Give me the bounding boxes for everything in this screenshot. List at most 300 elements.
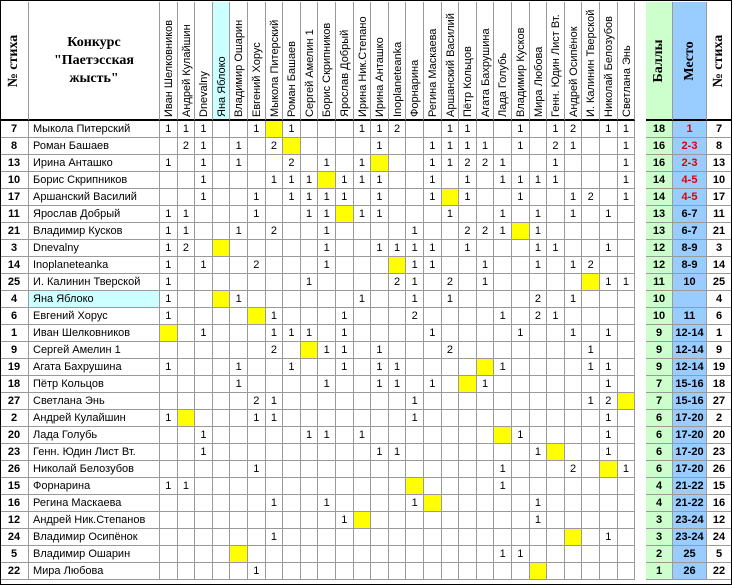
vote-cell [600,291,618,308]
vote-cell: 1 [530,512,548,529]
vote-cell [195,206,213,223]
vote-cell [512,410,530,427]
poem-number: 14 [0,257,29,274]
vote-cell [494,495,512,512]
vote-cell [230,257,248,274]
vote-cell [424,427,442,444]
vote-cell [195,410,213,427]
poem-number-right: 16 [707,495,732,512]
vote-cell [565,342,583,359]
self-vote-cell [354,512,372,529]
self-vote-cell [266,121,284,138]
vote-cell [547,410,565,427]
score-cell: 7 [646,393,673,410]
vote-cell [582,427,600,444]
vote-cell [318,274,336,291]
vote-cell: 2 [248,393,266,410]
place-cell: 25 [673,546,707,563]
vote-cell [336,155,354,172]
vote-cell [195,512,213,529]
vote-cell: 1 [494,223,512,240]
vote-cell [371,512,389,529]
vote-cell [459,512,477,529]
author-name: Владимир Осипёнок [29,529,160,546]
vote-cell [618,257,636,274]
vote-cell: 1 [600,206,618,223]
author-name: Генн. Юдин Лист Вт. [29,444,160,461]
vote-cell: 1 [547,155,565,172]
vote-cell [301,291,319,308]
vote-cell: 1 [160,121,178,138]
vote-cell: 2 [178,240,196,257]
vote-cell [442,257,460,274]
vote-cell: 1 [301,325,319,342]
vote-cell [406,325,424,342]
vote-cell [618,376,636,393]
vote-cell [494,563,512,580]
vote-cell: 1 [547,172,565,189]
vote-cell [371,410,389,427]
vote-cell [248,495,266,512]
author-name: Роман Башаев [29,138,160,155]
vote-cell [442,529,460,546]
vote-cell: 1 [406,257,424,274]
vote-cell: 1 [512,325,530,342]
vote-cell [371,563,389,580]
vote-cell [230,121,248,138]
vote-cell [354,444,372,461]
vote-cell [424,223,442,240]
vote-cell: 1 [283,325,301,342]
vote-cell [195,461,213,478]
vote-cell [318,529,336,546]
place-cell: 23-24 [673,512,707,529]
vote-cell: 1 [301,206,319,223]
vote-cell [389,342,407,359]
vote-cell [371,529,389,546]
vote-cell: 1 [600,240,618,257]
vote-cell: 1 [582,359,600,376]
vote-cell: 1 [424,172,442,189]
judge-header [178,2,196,121]
vote-cell [283,546,301,563]
vote-cell: 1 [530,240,548,257]
vote-cell: 1 [618,172,636,189]
vote-cell [618,223,636,240]
self-vote-cell [512,223,530,240]
vote-cell: 1 [371,376,389,393]
vote-cell [354,274,372,291]
vote-cell [477,512,495,529]
vote-cell [371,427,389,444]
vote-cell [406,206,424,223]
vote-cell [459,461,477,478]
vote-cell: 1 [406,240,424,257]
vote-cell [354,376,372,393]
vote-cell [424,546,442,563]
vote-cell: 1 [494,206,512,223]
num-column-right-label: № стиха [711,34,726,87]
vote-cell [389,223,407,240]
poem-number-right: 26 [707,461,732,478]
author-name: Борис Скрипников [29,172,160,189]
vote-cell: 2 [477,155,495,172]
vote-cell [389,410,407,427]
vote-cell [178,427,196,444]
vote-cell [477,308,495,325]
poem-number: 6 [0,308,29,325]
vote-cell: 1 [477,138,495,155]
author-name: Сергей Амелин 1 [29,342,160,359]
vote-cell: 1 [477,376,495,393]
vote-cell [160,393,178,410]
vote-cell [178,529,196,546]
judge-header [512,2,530,121]
vote-cell [547,563,565,580]
vote-cell: 1 [160,206,178,223]
score-cell: 9 [646,342,673,359]
author-name: Ирина Анташко [29,155,160,172]
score-cell: 6 [646,427,673,444]
vote-cell: 1 [160,291,178,308]
self-vote-cell [424,495,442,512]
vote-cell [336,393,354,410]
judge-header [406,2,424,121]
score-cell: 10 [646,308,673,325]
vote-cell [336,427,354,444]
vote-cell: 1 [336,189,354,206]
vote-cell [442,376,460,393]
vote-cell [336,257,354,274]
vote-cell [477,546,495,563]
poem-number: 10 [0,172,29,189]
vote-cell [494,393,512,410]
vote-cell [389,189,407,206]
poem-number-right: 23 [707,444,732,461]
vote-cell [406,563,424,580]
vote-cell [336,461,354,478]
vote-cell: 1 [565,138,583,155]
vote-cell [213,308,231,325]
vote-cell: 1 [424,257,442,274]
place-cell: 21-22 [673,478,707,495]
self-vote-cell [565,529,583,546]
vote-cell [266,291,284,308]
vote-cell [459,393,477,410]
vote-cell [582,410,600,427]
judge-name: Мыкола Питерский [268,19,281,117]
vote-cell [547,325,565,342]
vote-cell [160,172,178,189]
vote-cell: 1 [248,206,266,223]
vote-cell [213,189,231,206]
vote-cell [459,478,477,495]
vote-cell [160,461,178,478]
vote-cell [336,291,354,308]
vote-cell [459,206,477,223]
judge-name: Ярослав Добрый [339,29,351,117]
vote-cell [618,563,636,580]
vote-cell: 1 [248,410,266,427]
vote-cell [406,172,424,189]
judge-name: Сергей Амелин 1 [303,29,316,117]
vote-cell [442,308,460,325]
vote-cell: 1 [600,325,618,342]
vote-cell [424,342,442,359]
vote-cell [494,325,512,342]
vote-cell [582,325,600,342]
vote-cell [512,529,530,546]
vote-cell: 1 [459,138,477,155]
vote-cell: 1 [494,359,512,376]
vote-cell [230,495,248,512]
vote-cell [371,393,389,410]
poem-number: 23 [0,444,29,461]
author-name: Пётр Кольцов [29,376,160,393]
vote-cell: 1 [600,444,618,461]
vote-cell [371,325,389,342]
vote-cell [389,393,407,410]
poem-number-right: 4 [707,291,732,308]
poem-number-right: 12 [707,512,732,529]
vote-cell [266,376,284,393]
vote-cell: 1 [477,257,495,274]
author-name: Андрей Кулайшин [29,410,160,427]
vote-cell: 1 [318,240,336,257]
vote-cell [459,274,477,291]
poem-number: 19 [0,359,29,376]
vote-cell [459,563,477,580]
score-cell: 4 [646,478,673,495]
vote-cell [582,461,600,478]
title-line-3: жысть" [69,70,119,86]
vote-cell: 1 [424,189,442,206]
vote-cell [301,478,319,495]
self-vote-cell [442,189,460,206]
poem-number: 15 [0,478,29,495]
vote-cell [494,376,512,393]
vote-cell: 1 [371,138,389,155]
vote-cell: 1 [195,325,213,342]
vote-cell: 1 [178,223,196,240]
self-vote-cell [336,206,354,223]
vote-cell [283,308,301,325]
vote-cell: 2 [530,291,548,308]
vote-cell [230,444,248,461]
vote-cell [442,444,460,461]
vote-cell [389,495,407,512]
judge-header [618,2,636,121]
vote-cell [318,325,336,342]
poem-number-right: 25 [707,274,732,291]
score-cell: 13 [646,206,673,223]
vote-cell [512,274,530,291]
score-cell: 16 [646,155,673,172]
vote-cell [582,529,600,546]
vote-cell [178,257,196,274]
contest-title [29,2,160,121]
vote-cell [301,495,319,512]
judge-header [459,2,477,121]
judge-header [318,2,336,121]
judge-name: Николай Белозубов [603,16,615,117]
vote-cell: 1 [248,461,266,478]
vote-cell [213,155,231,172]
vote-cell [283,376,301,393]
vote-cell [266,563,284,580]
vote-cell [442,393,460,410]
vote-cell [442,461,460,478]
vote-cell [283,291,301,308]
vote-cell [459,495,477,512]
self-vote-cell [459,376,477,393]
vote-cell: 1 [301,427,319,444]
vote-cell [266,274,284,291]
vote-cell [530,155,548,172]
vote-cell: 1 [371,342,389,359]
vote-cell [230,410,248,427]
vote-cell: 1 [283,121,301,138]
vote-cell: 1 [565,257,583,274]
vote-cell [512,308,530,325]
vote-cell [213,223,231,240]
vote-cell [230,240,248,257]
vote-cell: 1 [195,172,213,189]
vote-cell [512,376,530,393]
vote-cell [618,206,636,223]
vote-cell: 2 [406,308,424,325]
vote-cell: 1 [301,189,319,206]
vote-cell: 2 [178,138,196,155]
poem-number: 24 [0,529,29,546]
vote-cell [600,563,618,580]
vote-cell: 1 [582,393,600,410]
vote-cell: 1 [318,257,336,274]
vote-cell [565,444,583,461]
vote-cell: 1 [389,359,407,376]
vote-cell: 1 [230,223,248,240]
vote-cell [406,444,424,461]
vote-cell [512,206,530,223]
vote-cell: 1 [266,495,284,512]
vote-cell [283,478,301,495]
vote-cell: 1 [266,529,284,546]
poem-number: 8 [0,138,29,155]
judge-name: Inoplaneteanka [391,41,404,117]
vote-cell: 1 [459,121,477,138]
vote-cell [547,512,565,529]
vote-cell [459,529,477,546]
vote-cell [301,138,319,155]
vote-cell: 1 [459,240,477,257]
self-vote-cell [178,410,196,427]
vote-cell [248,172,266,189]
vote-cell [477,172,495,189]
vote-cell [213,206,231,223]
vote-cell [442,563,460,580]
vote-cell [283,512,301,529]
vote-cell [230,427,248,444]
vote-cell: 2 [442,274,460,291]
judge-header [248,2,266,121]
vote-cell: 1 [512,427,530,444]
vote-cell: 1 [424,138,442,155]
place-column-header [673,2,707,121]
judge-header [547,2,565,121]
vote-cell: 1 [230,291,248,308]
vote-cell: 1 [600,121,618,138]
vote-cell [618,546,636,563]
vote-cell [371,274,389,291]
vote-cell [582,121,600,138]
judge-header [565,2,583,121]
vote-cell: 1 [230,155,248,172]
vote-cell: 1 [354,121,372,138]
vote-cell [442,172,460,189]
vote-cell [547,257,565,274]
vote-cell [477,291,495,308]
poem-number-right: 5 [707,546,732,563]
vote-cell [424,512,442,529]
vote-cell [178,274,196,291]
vote-cell [582,223,600,240]
vote-cell [582,206,600,223]
judge-name: Андрей Осипёнок [567,26,580,117]
vote-cell [547,359,565,376]
poem-number: 9 [0,342,29,359]
num-column-header [0,2,29,121]
vote-cell: 1 [301,172,319,189]
self-vote-cell [477,359,495,376]
score-column-header [646,2,673,121]
place-cell: 2-3 [673,138,707,155]
vote-cell [389,529,407,546]
poem-number: 26 [0,461,29,478]
vote-cell [582,138,600,155]
judge-header [195,2,213,121]
vote-cell [195,342,213,359]
vote-cell [477,410,495,427]
vote-cell [336,495,354,512]
judge-header [442,2,460,121]
vote-cell [336,376,354,393]
vote-cell [477,342,495,359]
vote-cell [406,359,424,376]
author-name: Inoplaneteanka [29,257,160,274]
vote-cell [213,138,231,155]
vote-cell [477,121,495,138]
vote-cell [160,546,178,563]
vote-cell [178,461,196,478]
author-name: Мира Любова [29,563,160,580]
vote-cell: 1 [600,427,618,444]
vote-cell [494,342,512,359]
vote-cell [618,342,636,359]
vote-cell [195,240,213,257]
vote-cell [248,376,266,393]
vote-cell [230,529,248,546]
vote-cell [424,291,442,308]
vote-cell [230,274,248,291]
vote-cell [318,563,336,580]
judge-name: Владимир Кусков [515,27,527,117]
vote-cell [565,495,583,512]
vote-cell [266,206,284,223]
author-name: Ярослав Добрый [29,206,160,223]
vote-cell [477,240,495,257]
vote-cell [336,121,354,138]
vote-cell [283,410,301,427]
